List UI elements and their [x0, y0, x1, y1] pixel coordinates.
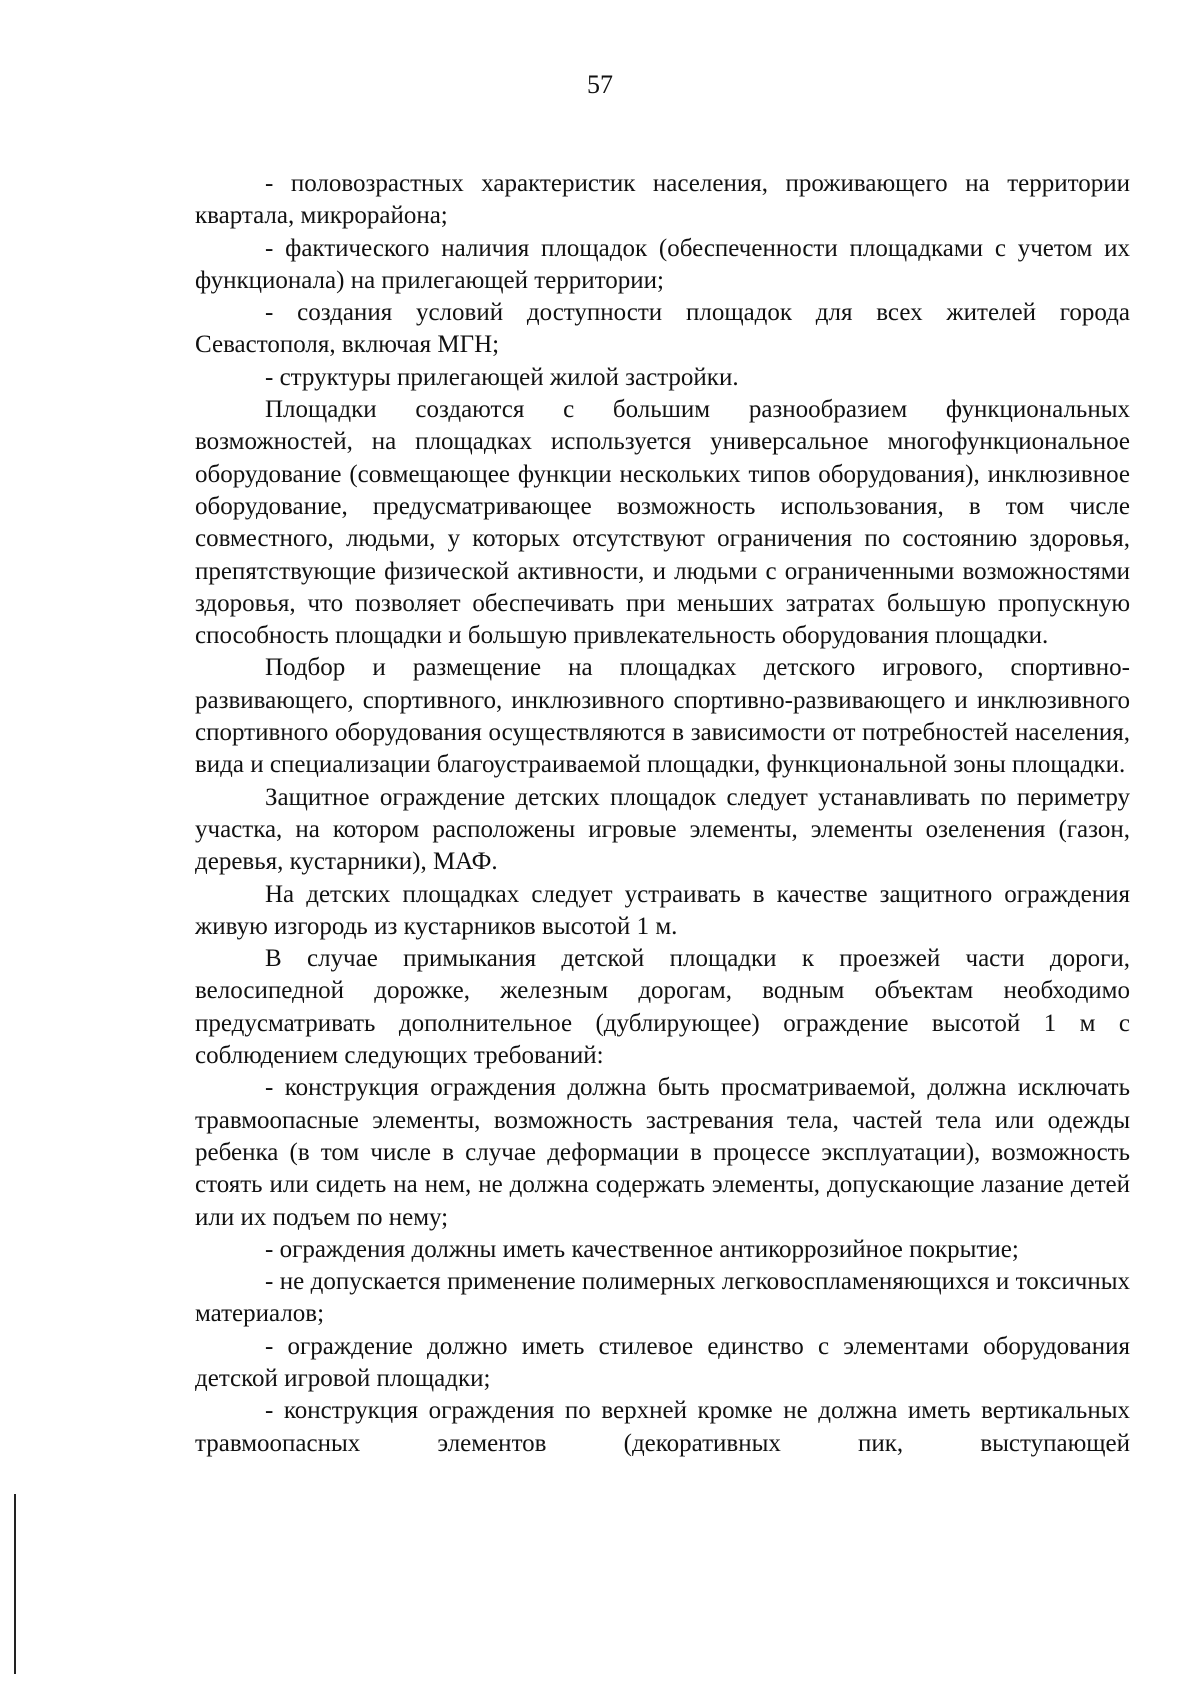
paragraph-protective-fence: Защитное ограждение детских площадок следует устанавливать по периметру участка, на котором расположены игровые элементы, элементы озеленения (газон, деревья, кустарники), МАФ.	[195, 783, 1130, 876]
page-number: 57	[587, 70, 613, 99]
document-body	[195, 168, 1130, 1460]
paragraph-multifunctional: Площадки создаются с большим разнообразием функциональных возможностей, на площадках используется универсальное многофункциональное оборудование (совмещающее функции нескольких типов оборудования), инклюзивное оборудование, предусматривающее возможность использования, в том числе совместного, людьми, у которых отсутствуют ограничения по состоянию здоровья, препятствующие физической активности, и людьми с ограниченными возможностями здоровья, что позволяет обеспечивать при меньших затратах большую пропускную способность площадки и большую привлекательность оборудования площадки.	[195, 396, 1130, 650]
paragraph-style-unity: - ограждение должно иметь стилевое единство с элементами оборудования детской игровой площадки;	[195, 1332, 1130, 1392]
paragraph-hedge: На детских площадках следует устраивать в качестве защитного ограждения живую изгородь из кустарников высотой 1 м.	[195, 880, 1130, 940]
paragraph-housing-structure: - структуры прилегающей жилой застройки.	[265, 363, 739, 391]
paragraph-materials: - не допускается применение полимерных легковоспламеняющихся и токсичных материалов;	[195, 1268, 1130, 1328]
paragraph-anticorrosion: - ограждения должны иметь качественное антикоррозийное покрытие;	[265, 1235, 1019, 1263]
paragraph-existing-playgrounds: - фактического наличия площадок (обеспеченности площадками с учетом их функционала) на прилегающей территории;	[195, 234, 1130, 294]
paragraph-accessibility: - создания условий доступности площадок для всех жителей города Севастополя, включая МГН;	[195, 299, 1130, 359]
paragraph-demographics: - половозрастных характеристик населения, проживающего на территории квартала, микрорайона;	[195, 170, 1130, 230]
paragraph-fence-design: - конструкция ограждения должна быть просматриваемой, должна исключать травмоопасные элементы, возможность застревания тела, частей тела или одежды ребенка (в том числе в случае деформации в процессе эксплуатации), возможность стоять или сидеть на нем, не должна содержать элементы, допускающие лазание детей или их подъем по нему;	[195, 1074, 1130, 1231]
paragraph-top-edge: - конструкция ограждения по верхней кромке не должна иметь вертикальных травмоопасных элементов (декоративных пик, выступающей	[195, 1397, 1130, 1457]
paragraph-equipment-selection: Подбор и размещение на площадках детского игрового, спортивно-развивающего, спортивного, инклюзивного спортивно-развивающего и инклюзивного спортивного оборудования осуществляются в зависимости от потребностей населения, вида и специализации благоустраиваемой площадки, функциональной зоны площадки.	[195, 654, 1130, 779]
margin-scan-line	[14, 1494, 16, 1674]
paragraph-additional-fence: В случае примыкания детской площадки к проезжей части дороги, велосипедной дорожке, железным дорогам, водным объектам необходимо предусматривать дополнительное (дублирующее) ограждение высотой 1 м с соблюдением следующих требований:	[195, 945, 1130, 1070]
